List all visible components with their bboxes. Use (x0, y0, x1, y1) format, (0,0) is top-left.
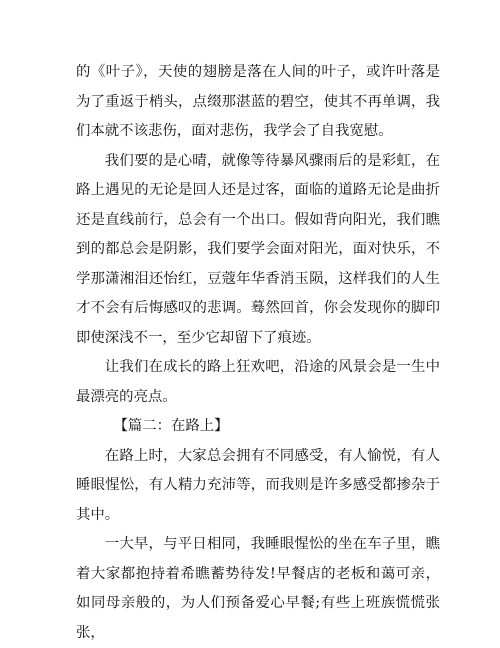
paragraph-celebrate-growth: 让我们在成长的路上狂欢吧，沿途的风景会是一生中最漂亮的亮点。 (76, 359, 440, 405)
paragraph-sunny-heart: 我们要的是心晴，就像等待暴风骤雨后的是彩虹，在路上遇见的无论是回人还是过客，面临的道路无论是曲折还是直线前行，总会有一个出口。假如背向阳光，我们瞧到的都总会是阴影，我们要学会面对阳光，面对快乐，不学那潇湘泪还怡红，豆蔻年华香消玉陨，这样我们的人生才不会有后悔感叹的悲调。蓦然回首，你会发现你的脚印即使深浅不一，至少它却留下了痕迹。 (76, 152, 440, 346)
paragraph-morning-ride: 一大早，与平日相同，我睡眼惺忪的坐在车子里，瞧着大家都抱持着希瞧蓄势待发!早餐店的老板和蔼可亲，如同母亲般的，为人们预备爱心早餐;有些上班族慌慌张张， (76, 536, 440, 641)
paragraph-feelings-on-road: 在路上时，大家总会拥有不同感受，有人愉悦，有人睡眼惺忪，有人精力充沛等，而我则是许多感受都掺杂于其中。 (76, 447, 440, 523)
paragraph-leaf-poem: 的《叶子》，天使的翅膀是落在人间的叶子，或许叶落是为了重返于梢头，点缀那湛蓝的碧空，使其不再单调，我们本就不该悲伤，面对悲伤，我学会了自我宽慰。 (76, 64, 440, 139)
section-heading-on-the-road: 【篇二：在路上】 (113, 418, 229, 434)
